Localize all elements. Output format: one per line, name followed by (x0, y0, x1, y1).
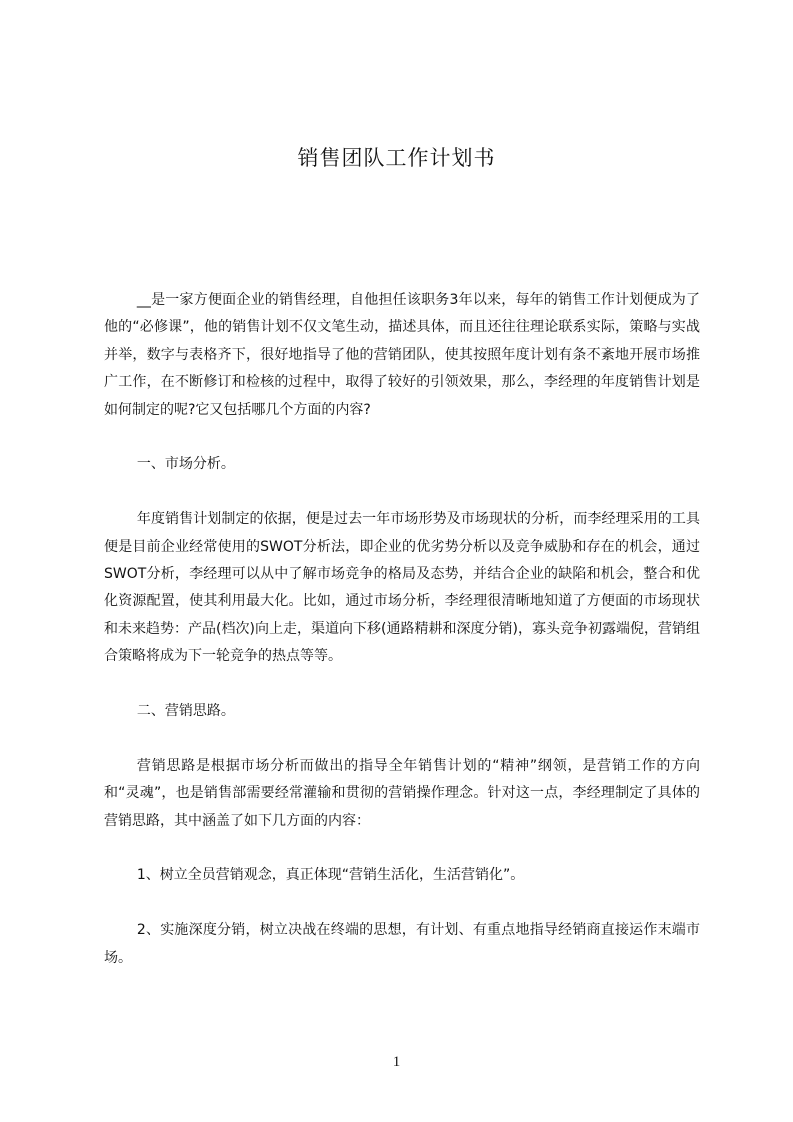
marketing-ideas-paragraph: 营销思路是根据市场分析而做出的指导全年销售计划的“精神”纲领，是营销工作的方向和“灵魂”，也是销售部需要经常灌输和贯彻的营销操作理念。针对这一点，李经理制定了具体的营销思路，其中涵盖了如下几方面的内容： (104, 757, 700, 829)
market-analysis-paragraph: 年度销售计划制定的依据，便是过去一年市场形势及市场现状的分析，而李经理采用的工具便是目前企业经常使用的SWOT分析法，即企业的优劣势分析以及竞争威胁和存在的机会，通过SWOT分析，李经理可以从中了解市场竞争的格局及态势，并结合企业的缺陷和机会，整合和优化资源配置，使其利用最大化。比如，通过市场分析，李经理很清晰地知道了方便面的市场现状和未来趋势：产品(档次)向上走，渠道向下移(通路精耕和深度分销)，寡头竞争初露端倪，营销组合策略将成为下一轮竞争的热点等等。 (104, 511, 700, 665)
document-title: 销售团队工作计划书 (297, 146, 496, 170)
paragraph-spacing (104, 890, 700, 917)
section-heading-market-analysis: 一、市场分析。 (136, 456, 235, 473)
paragraph-spacing (104, 671, 700, 698)
numbered-item-1: 1、树立全员营销观念，真正体现“营销生活化，生活营销化”。 (136, 867, 525, 884)
paragraph-spacing (104, 479, 700, 506)
section-heading-marketing-ideas: 二、营销思路。 (136, 703, 235, 720)
numbered-item-2: 2、实施深度分销，树立决战在终端的思想，有计划、有重点地指导经销商直接运作末端市场。 (104, 922, 700, 966)
document-body (104, 287, 700, 972)
intro-paragraph: __是一家方便面企业的销售经理，自他担任该职务3年以来，每年的销售工作计划便成为了他的“必修课”，他的销售计划不仅文笔生动，描述具体，而且还往往理论联系实际，策略与实战并举，数字与表格齐下，很好地指导了他的营销团队，使其按照年度计划有条不紊地开展市场推广工作，在不断修订和检核的过程中，取得了较好的引领效果，那么，李经理的年度销售计划是如何制定的呢?它又包括哪几个方面的内容? (104, 292, 700, 418)
paragraph-spacing (104, 835, 700, 862)
page-number: 1 (392, 1054, 401, 1070)
paragraph-spacing (104, 725, 700, 752)
paragraph-spacing (104, 424, 700, 451)
